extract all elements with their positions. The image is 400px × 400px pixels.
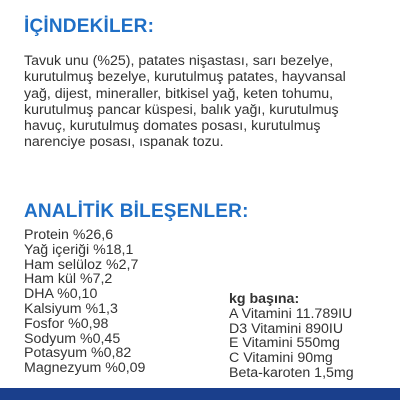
list-item: Ham kül %7,2 — [24, 271, 113, 288]
list-item: Kalsiyum %1,3 — [24, 300, 118, 317]
list-item: Sodyum %0,45 — [24, 330, 121, 347]
ingredients-text — [24, 53, 396, 151]
ingredients-line: havuç, kurutulmuş domates posası, kurutulmuş — [24, 118, 321, 135]
list-item: Fosfor %0,98 — [24, 315, 109, 332]
footer-color-bar — [0, 388, 400, 400]
list-item: DHA %0,10 — [24, 286, 98, 303]
list-item: D3 Vitamini 890IU — [229, 320, 344, 337]
ingredients-heading: İÇİNDEKİLER: — [24, 16, 155, 37]
list-item: Beta-karoten 1,5mg — [229, 364, 354, 381]
ingredients-line: kurutulmuş bezelye, kurutulmuş patates, hayvansal — [24, 69, 346, 86]
list-item: A Vitamini 11.789IU — [229, 305, 353, 322]
list-item: E Vitamini 550mg — [229, 335, 340, 352]
list-item: Protein %26,6 — [24, 227, 114, 243]
analytical-components-list — [24, 228, 145, 376]
list-item: Yağ içeriği %18,1 — [24, 241, 134, 258]
vitamins-block — [229, 292, 354, 381]
ingredients-line: yağ, dijest, mineraller, bitkisel yağ, keten tohumu, — [24, 85, 334, 102]
ingredients-line: narenciye posası, ıspanak tozu. — [24, 134, 224, 151]
analytical-components-heading: ANALİTİK BİLEŞENLER: — [24, 201, 249, 222]
list-item: Magnezyum %0,09 — [24, 360, 146, 377]
ingredients-line: kurutulmuş pancar küspesi, balık yağı, kurutulmuş — [24, 101, 339, 118]
ingredients-line: Tavuk unu (%25), patates nişastası, sarı bezelye, — [24, 53, 334, 69]
vitamins-list — [229, 307, 354, 381]
list-item: C Vitamini 90mg — [229, 350, 333, 367]
list-item: Potasyum %0,82 — [24, 345, 132, 362]
vitamins-heading: kg başına: — [229, 291, 300, 307]
list-item: Ham selüloz %2,7 — [24, 256, 139, 273]
